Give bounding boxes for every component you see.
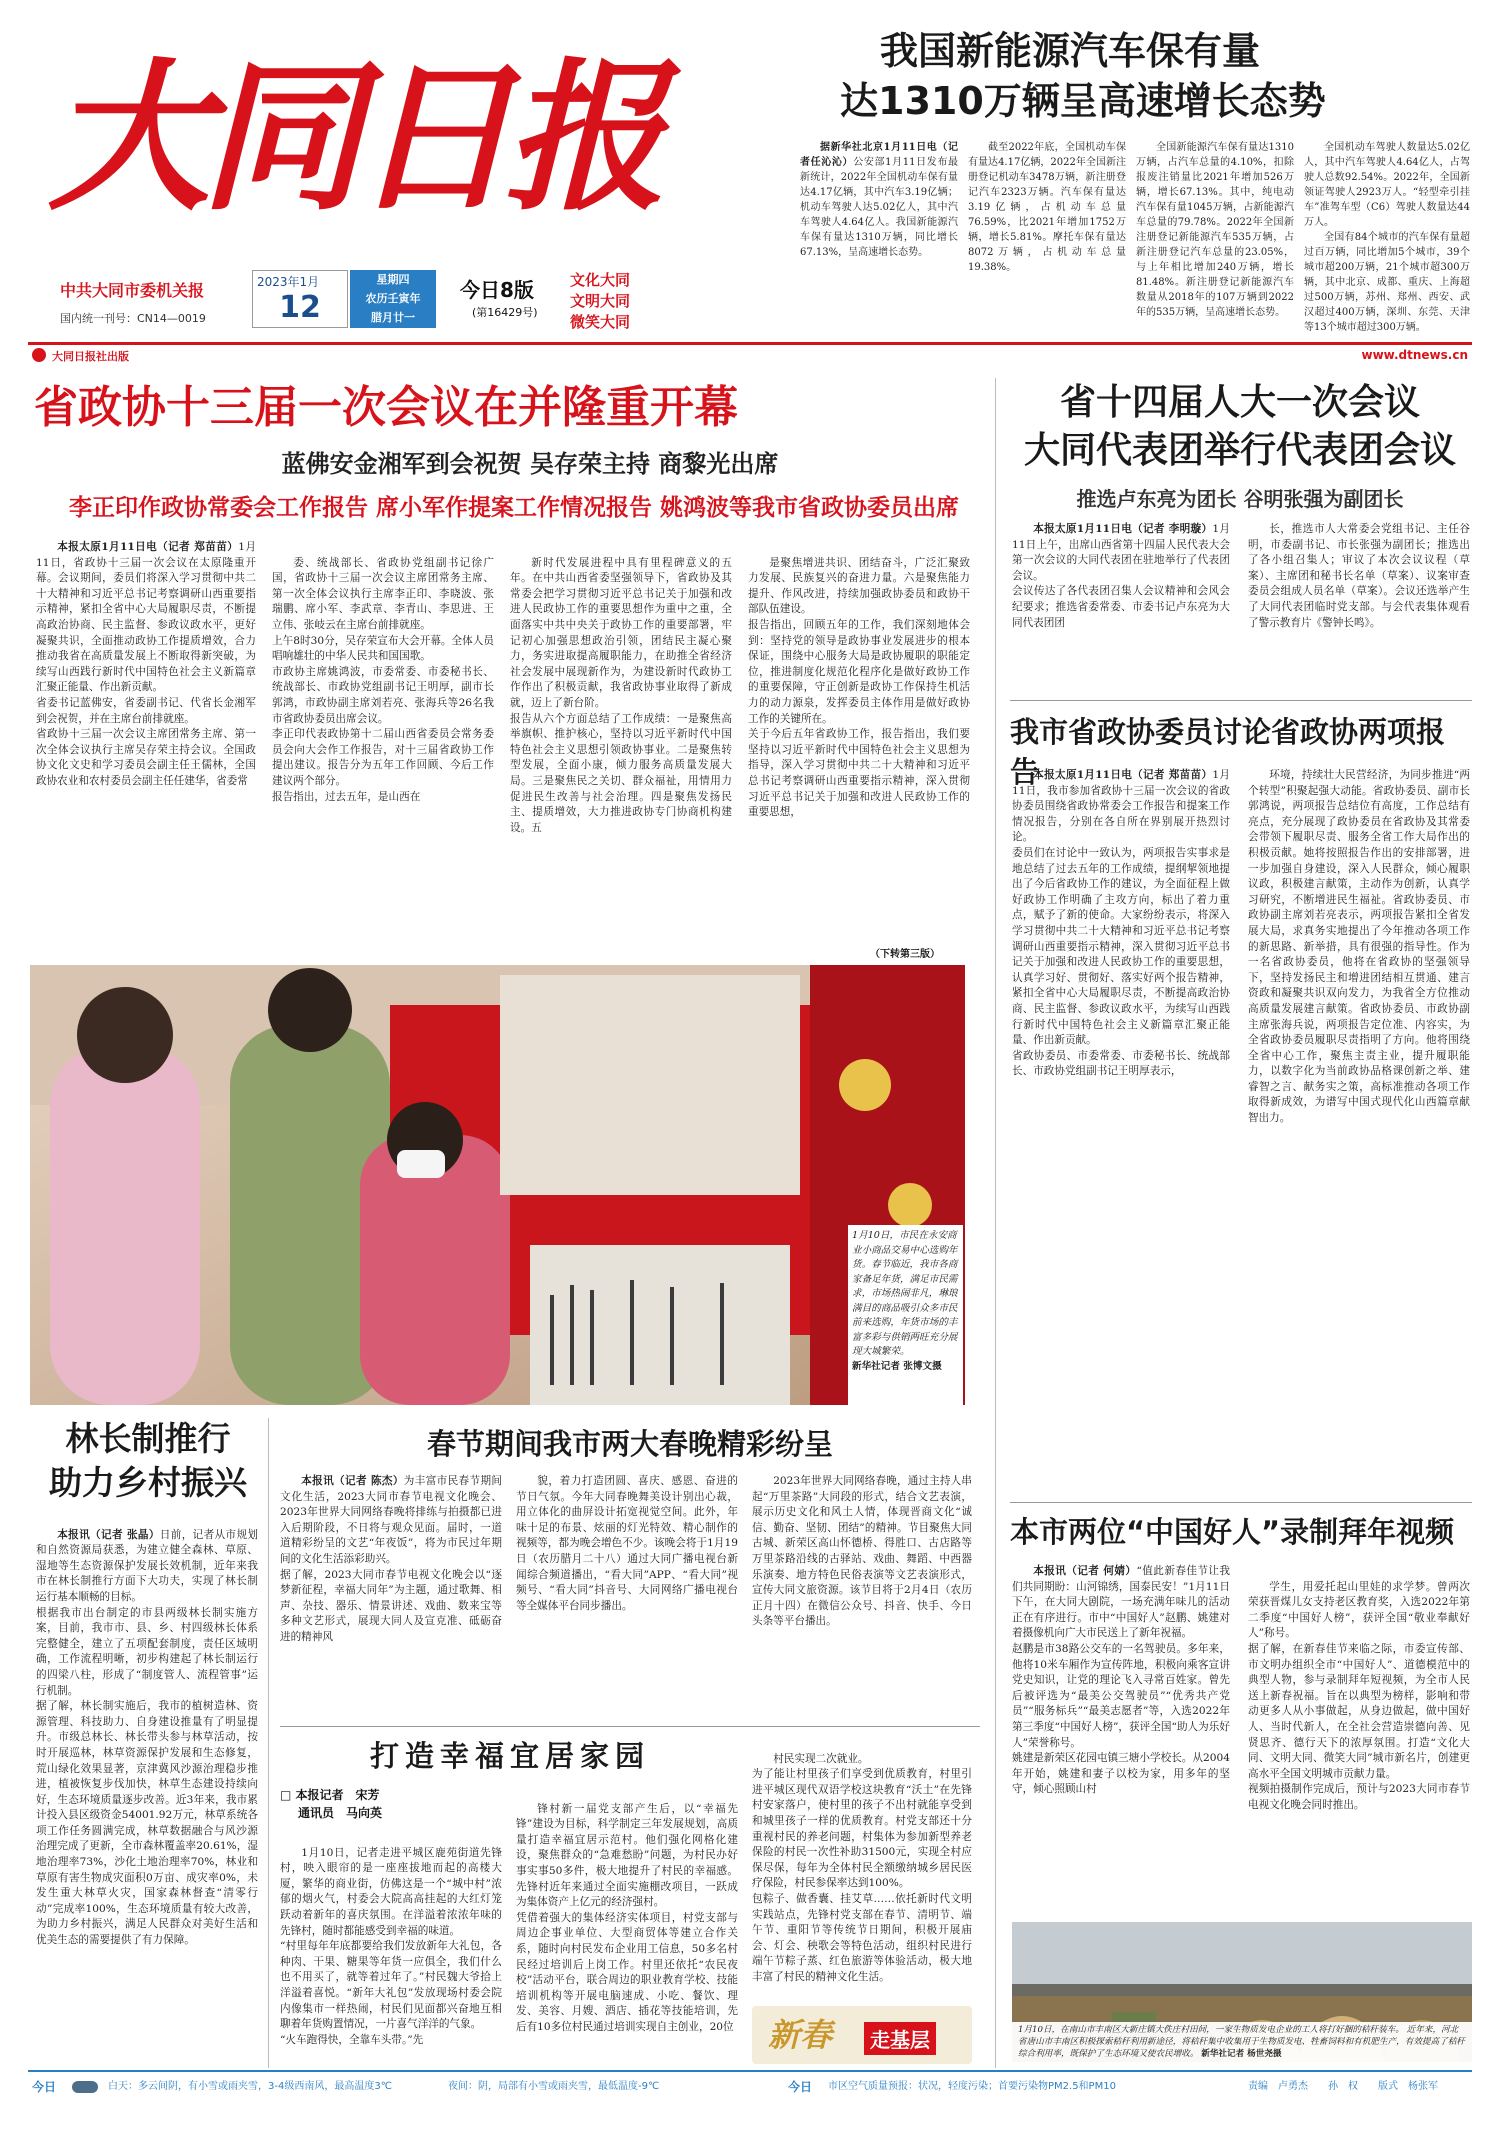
happy-title: 打造幸福宜居家园 <box>369 1739 650 1773</box>
top-story-p4: 全国机动车驾驶人数量达5.02亿人，其中汽车驾驶人4.64亿人，占驾驶人总数92.54%。2022年，全国新领证驾驶人2923万人。“轻型牵引挂车”准驾车型（C6）驾驶人数量达44万人。 <box>1304 142 1470 228</box>
market-photo <box>30 965 965 1405</box>
cppcc-col-4 <box>748 540 970 945</box>
happy-col-1 <box>280 1830 502 2065</box>
divider-npc <box>1010 700 1472 701</box>
top-story-reporter: （记者任沁沁） <box>800 142 958 168</box>
happy-col-2 <box>516 1786 738 2065</box>
mottos <box>570 270 630 333</box>
top-story-p3: 全国新能源汽车保有量达1310万辆，占汽车总量的4.10%，扣除报废注销量比2021年增加526万辆，增长67.13%。其中，纯电动汽车保有量1045万辆，占新能源汽车总量的79.78%。2022年全国新注册登记新能源汽车535万辆，占新注册登记汽车总量的23.05%，与上年相比增加240万辆，增长81.48%。新注册登记新能源汽车数量从2018年的107万辆到2022年的535万辆，呈高速增长态势。 <box>1136 142 1294 318</box>
footer-weather-night: 夜间：阴，局部有小雪或雨夹雪，最低温度-9℃ <box>448 2081 660 2092</box>
npc-col-2 <box>1248 522 1470 702</box>
cppcc-text-3: 新时代发展进程中具有里程碑意义的五年。在中共山西省委坚强领导下，省政协及其常委会把学习贯彻习近平总书记关于加强和改进人民政协工作的重要思想作为重中之重，全面落实中共中央关于政协工作的重要部署，牢记初心加强思想政治引领，团结民主凝心聚力，务实进取提高履职能力，在助推全省经济社会发展中展现新作为，为建设新时代政协工作作出了积极贡献，我省政协事业取得了新成就，迈上了新台阶。 报告从六个方面总结了工作成绩：一是聚焦高举旗帜、推护核心，坚持以习近平新时代中国特色社会主义思想引领政协事业。二是聚焦转型发展，全面小康，倾力服务高质量发展大局。三是聚焦民之关切、群众福祉，用情用力促进民生改善与社会治理。四是聚焦发扬民主、提质增效，大力推进政协专门协商机构建设。五 <box>510 556 732 834</box>
happy-text-3: 村民实现二次就业。 为了能让村里孩子们享受到优质教育，村里引进平城区现代双语学校这块教育“沃土”在先锋村安家落户，使村里的孩子不出村就能享受到和城里孩子一样的优质教育。村党支部还十分重视村民的养老问题，村集体为参加新型养老保险的村民一次性补助31500元，实现全村应保尽保，每年为全体村民全额缴纳城乡居民医疗保险，村民参保率达到100%。 包粽子、做香囊、挂艾草……依托新时代文明实践站点，先锋村党支部在春节、清明节、端午节、重阳节等传统节日期间，积极开展庙会、灯会、秧歌会等特色活动，组织村民进行端午节粽子蒸、红色旅游等体验活动，极大地丰富了村民的精神文化生活。 <box>752 1752 972 1983</box>
gala-text-3: 2023年世界大同网络春晚，通过主持人串起“万里茶路”大同段的形式，结合文艺表演，展示历史文化和风土人情，体现晋商文化“诚信、勤奋、坚韧、团结”的精神。节目聚焦大同古城、新荣区高山怀德桥、得胜口、古店路等万里茶路沿线的古驿站、戏曲、舞蹈、中西器乐演奏、地方特色民俗表演等文艺表演形式，宣传大同文旅资源。该节目将于2月4日（农历正月十四）在微信公众号、抖音、快手、今日头条等平台播出。 <box>752 1475 972 1628</box>
gala-col-3 <box>752 1474 972 1719</box>
footer-air: 市区空气质量预报：状况，轻度污染；首要污染物PM2.5和PM10 <box>828 2081 1116 2092</box>
cloud-icon <box>72 2081 98 2093</box>
top-story-title-2: 达1310万辆呈高速增长态势 <box>840 79 1326 123</box>
npc-dateline: 本报太原1月11日电 <box>1033 523 1133 535</box>
cppcc-subtitle-1: 蓝佛安金湘军到会祝贺 吴存荣主持 商黎光出席 <box>281 450 779 478</box>
forest-text: 日前，记者从市规划和自然资源局获悉，为建立健全森林、草原、湿地等生态资源保护发展长效机制，近年来我市在林长制推行方面下大功夫，实现了林长制运行基本顺畅的目标。 根据我市出台制定的市县两级林长制实施方案，目前，我市市、县、乡、村四级林长体系完整健全，建立了五项配套制度，责任区域明确，工作流程明晰，初步构建起了林长制运行的四梁八柱，形成了“制度管人、流程管事”运行机制。 据了解，林长制实施后，我市的植树造林、资源管理、科技助力、自身建设推量有了明显提升。市级总林长、林长带头参与林草活动，按时开展巡林，林草资源保护发展和生态修复，荒山绿化效果显著，京津冀风沙源治理稳步推进，植被恢复步伐加快，林草生态建设持续向好，生态环境质量逐步改善。近3年来，我市累计投入县区级资金54001.92万元，林草系统各项工作任务圆满完成，林草数据融合与风沙源治理完成了更新，全市森林覆盖率20.61%，湿地治理率73%，沙化土地治理率70%，林业和草原有害生物成灾面积0万亩、成灾率0%，未发生重大林草火灾，国家森林督查“清零行动”完成率100%，生态环境质量有较大改善，为助力乡村振兴，满足人民群众对美好生活和优美生态的需要提供了有力保障。 <box>36 1528 258 1947</box>
cppcc-subtitle-2: 李正印作政协常委会工作报告 席小军作提案工作情况报告 姚鸿波等我市省政协委员出席 <box>68 495 959 521</box>
lunar-day: 腊月廿一 <box>371 311 415 324</box>
discuss-dateline: 本报太原1月11日电 <box>1033 769 1133 781</box>
footer-weather-label: 今日 <box>32 2080 57 2094</box>
straw-photo <box>1012 1922 1472 2062</box>
footer-editor-label: 责编 <box>1248 2081 1268 2092</box>
weekday: 星期四 <box>376 273 410 286</box>
lunar-year: 农历壬寅年 <box>365 292 421 305</box>
npc-reporter: （记者 李明璇） <box>1132 523 1213 535</box>
cppcc-col-1 <box>36 540 256 960</box>
forest-title-1: 林长制推行 <box>65 1419 231 1458</box>
cppcc-col-3 <box>510 540 732 960</box>
market-photo-credit: 新华社记者 张博文摄 <box>852 1360 942 1372</box>
gala-text-1: 为丰富市民春节期间文化生活，2023大同市春节电视文化晚会、2023年世界大同网络春晚将排练与拍摄都已进入后期阶段，不日将与观众见面。届时，一道道精彩纷呈的文艺“年夜饭”，将为市民过年期间的文化生活添彩助兴。 据了解，2023大同市春节电视文化晚会以“逐梦新征程，幸福大同年”为主题，通过歌舞、相声、杂技、器乐、情景讲述、戏曲、数来宝等多种文艺形式，展现大同人及宣克准、砥砺奋进的精神风 <box>280 1475 502 1643</box>
footer-weather-day: 白天：多云间阴，有小雪或雨夹雪，3-4级西南风，最高温度3℃ <box>108 2081 392 2092</box>
goodman-col-2 <box>1248 1564 1470 1914</box>
happy-col-3 <box>752 1736 972 1998</box>
footer <box>28 2076 1472 2098</box>
discuss-text-2: 环境，持续壮大民营经济，为同步推进“两个转型”积聚起强大动能。省政协委员、副市长郭鸿说，两项报告总结位有高度，工作总结有亮点，充分展现了政协委员在省政协及其常委会带领下履职尽责、服务全省工作大局作出的积极贡献。她将按照报告作出的安排部署，进一步加强自身建设，深入人民群众，倾心履职议政，积极建言献策，主动作为创新，认真学习研究，不断增进民生福祉。省政协委员、市政协副主席刘若亮表示，两项报告紧扣全省发展大局，求真务实地提出了今年推动各项工作的新思路、新举措，具有很强的指导性。作为一名省政协委员，他将在省政协的坚强领导下，坚持发扬民主和增进团结相互贯通、建言资政和凝聚共识双向发力，为我省全方位推动高质量发展建言献策。省政协委员、市政协副主席张海兵说，两项报告定位准、内容实，为全省政协委员履职尽责指明了方向。他将围绕全省中心工作，聚焦主责主业，提升履职能力，以数字化为当前政协品格课创新之举、建睿智之言、献务实之策，高标准推动各项工作取得新成效，为谱写中国式现代化山西篇章献智出力。 <box>1248 769 1470 1125</box>
discuss-col-2 <box>1248 768 1470 1496</box>
top-story-p1: 公安部1月11日发布最新统计，2022年全国机动车保有量达4.17亿辆，其中汽车3.19亿辆；机动车驾驶人达5.02亿人，其中汽车驾驶人4.64亿人。我国新能源汽车保有量达1310万辆，同比增长67.13%，呈高速增长态势。 <box>800 157 958 258</box>
goodman-text-1: “值此新春佳节让我们共同期盼：山河锦绣，国泰民安！”1月11日下午，在大同大剧院，一场充满年味儿的活动正在有序进行。市中“中国好人”赵鹏、姚建对着摄像机向广大市民送上了新年祝福。 赵鹏是市38路公交车的一名驾驶员。多年来，他将10米车厢作为宣传阵地，积极向乘客宣讲党史知识，让党的理论飞入寻常百姓家。曾先后被评选为“最美公交驾驶员”“优秀共产党员”“服务标兵”“最美志愿者”等，入选2022年第三季度“中国好人榜”，获评全国“助人为乐好人”荣誉称号。 姚建是新荣区花园屯镇三塘小学校长。从2004年开始，姚建和妻子以校为家，用多年的坚守，倾心照顾山村 <box>1012 1565 1230 1796</box>
npc-subtitle: 推选卢东亮为团长 谷明张强为副团长 <box>1076 487 1404 511</box>
straw-caption-credit: 新华社记者 杨世尧摄 <box>1201 2049 1282 2059</box>
gala-title: 春节期间我市两大春晚精彩纷呈 <box>426 1427 833 1461</box>
discuss-reporter: （记者 郑苗苗） <box>1132 769 1213 781</box>
top-story-col-4 <box>1304 140 1470 338</box>
happy-tag <box>752 2006 972 2064</box>
cppcc-title: 省政协十三届一次会议在并隆重开幕 <box>34 382 738 433</box>
discuss-col-1 <box>1012 768 1230 1496</box>
masthead-title: 大同日报 <box>48 43 656 233</box>
motto-culture: 文化大同 <box>570 271 631 289</box>
divider-vertical-main <box>995 378 996 2068</box>
cppcc-text-4: 是聚焦增进共识、团结奋斗，广泛汇聚致力发展、民族复兴的奋进力量。六是聚焦能力提升、作风改进，持续加强政协委员和政协干部队伍建设。 报告指出，回顾五年的工作，我们深刻地体会到：坚持党的领导是政协事业发展进步的根本保证，围绕中心服务大局是政协履职的职能定位，推进制度化规范化程序化是做好政协工作的重要保障，守正创新是政协工作保持生机活力的动力源泉，发挥委员主体作用是做好政协工作的关键所在。 关于今后五年省政协工作，报告指出，我们要坚持以习近平新时代中国特色社会主义思想为指导，深入学习贯彻中共二十大精神和习近平总书记考察调研山西重要指示精神，深入贯彻习近平总书记关于加强和改进人民政协工作的重要思想， <box>748 556 970 819</box>
happy-byline-reporter: □ 本报记者 宋芳 <box>280 1788 380 1802</box>
happy-tag-main: 新春 <box>768 2016 833 2054</box>
goodman-reporter: （记者 何婧） <box>1066 1565 1137 1577</box>
footer-layout-label: 版式 <box>1378 2081 1398 2092</box>
forest-col <box>36 1512 258 2062</box>
straw-caption-2: 近年来，河北省唐山市丰南区积极探索秸秆利用新途径，将秸秆集中收集用于生物质发电、牲畜饲料和有机肥生产，有效提高了秸秆综合利用率，既保护了生态环境又使农民增收。 <box>1018 2025 1465 2059</box>
happy-text-1: 1月10日，记者走进平城区鹿苑街道先锋村，映入眼帘的是一座座拔地而起的高楼大厦，繁华的商业街，仿佛这是一个“城中村”浓郁的烟火气，村委会大院高高挂起的大红灯笼跃动着新年的喜庆氛围。在洋溢着浓浓年味的先锋村，随时都能感受到幸福的味道。 “村里每年年底都要给我们发放新年大礼包，各种肉、干果、糖果等年货一应俱全，我们什么也不用买了，就等着过年了。”村民魏大爷拾上洋溢着喜悦。“新年大礼包”发放现场村委会院内像集市一样热闹，村民们见面都兴奋地互相聊着年货购置情况，一片喜气洋洋的气象。 “火车跑得快，全靠车头带。”先 <box>280 1846 502 2046</box>
straw-photo-caption-text <box>1012 2022 1472 2062</box>
forest-title-2: 助力乡村振兴 <box>49 1463 247 1502</box>
masthead-slogan: 中共大同市委机关报 <box>60 281 205 300</box>
npc-col-1 <box>1012 522 1230 702</box>
cppcc-text-2: 委、统战部长、省政协党组副书记徐广国，省政协十三届一次会议主席团常务主席、第一次全体会议执行主席李正印、李晓波、张瑞鹏、席小军、李武章、李青山、李思进、王立伟、张岐云在主席台前排就座。 上午8时30分，吴存荣宣布大会开幕。全体人员唱响雄壮的中华人民共和国国歌。 市政协主席姚鸿波，市委常委、市委秘书长、统战部长、市政协党组副书记王明厚，副市长郭鸿，市政协副主席刘若亮、张海兵等26名我市省政协委员出席会议。 李正印代表政协第十二届山西省委员会常务委员会向大会作工作报告，对十三届省政协工作提出建议。报告分为五年工作回顾、今后工作建议两个部分。 报告指出，过去五年，是山西在 <box>272 556 494 803</box>
weekday-box <box>350 270 436 328</box>
gala-dateline: 本报讯 <box>301 1475 335 1487</box>
top-story-col-2 <box>968 140 1126 338</box>
straw-caption-1: 1月10日，在南山市丰南区大新庄镇大佚庄村田间，一家生物质发电企业的工人将打好捆的秸秆装车。 <box>1018 2025 1404 2035</box>
npc-text-1: 1月11日上午，出席山西省第十四届人民代表大会第一次会议的大同代表团在驻地举行了代表团会议。 会议传达了各代表团召集人会议精神和会风会纪要求；推选省委常委、市委书记卢东亮为大同代表团团 <box>1012 523 1230 629</box>
cppcc-dateline: 本报太原1月11日电 <box>57 541 158 553</box>
discuss-title: 我市省政协委员讨论省政协两项报告 <box>1010 715 1446 789</box>
divider-discuss <box>1010 1502 1472 1503</box>
top-story-col-1 <box>800 140 958 338</box>
cppcc-reporter: （记者 郑苗苗） <box>157 541 239 553</box>
date-day: 12 <box>279 290 321 325</box>
top-story-p5: 全国有84个城市的汽车保有量超过百万辆，同比增加5个城市，39个城市超200万辆，21个城市超300万辆，其中北京、成都、重庆、上海超过500万辆，苏州、郑州、西安、武汉超过400万辆，深圳、东莞、天津等13个城市超过300万辆。 <box>1304 232 1470 333</box>
divider-gala <box>280 1726 980 1727</box>
top-story-title-1: 我国新能源汽车保有量 <box>880 29 1261 73</box>
cppcc-text-1: 1月11日，省政协十三届一次会议在太原隆重开幕。会议期间，委员们将深入学习贯彻中共二十大精神和习近平总书记考察调研山西重要指示精神，紧扣全省中心大局履职尽责，不断提高政治协商、民主监督、参政议政水平，更好凝聚共识，全面推动政协工作提质增效，合力推动我省在高质量发展上不断取得新突破，为续写山西践行新时代中国特色社会主义新篇章汇聚正能量、作出新贡献。 省委书记蓝佛安，省委副书记、代省长金湘军到会祝贺，并在主席台前排就座。 省政协十三届一次会议主席团常务主席、第一次全体会议执行主席吴存荣主持会议。全国政协文化文史和学习委员会副主任王儒林，全国政协农业和农村委员会副主任任建华，省委常 <box>36 541 256 787</box>
goodman-title: 本市两位“中国好人”录制拜年视频 <box>1010 1515 1455 1549</box>
forest-dateline: 本报讯 <box>57 1528 91 1541</box>
gala-col-2 <box>516 1474 738 1719</box>
market-photo-image <box>30 965 965 1405</box>
gala-reporter: （记者 陈杰） <box>334 1475 404 1487</box>
npc-text-2: 长，推选市人大常委会党组书记、主任谷明，市委副书记、市长张强为副团长；推选出了各小组召集人；审议了本次会议议程（草案）、主席团和秘书长名单（草案）、议案审查委员会组成人员名单（草案）。会议还选举产生了大同代表团临时党支部。与会代表集体观看了警示教育片《警钟长鸣》。 <box>1248 523 1470 629</box>
top-story-col-3 <box>1136 140 1294 338</box>
footer-layout: 杨张军 <box>1408 2081 1438 2092</box>
discuss-text-1: 1月11日，我市参加省政协十三届一次会议的省政协委员围绕省政协常委会工作报告和提案工作情况报告，分别在各自所在界别展开热烈讨论。 委员们在讨论中一致认为，两项报告实事求是地总结了过去五年的工作成绩，提纲挈领地提出了今后省政协工作的建议，为全面征程上做好政协工作明确了主攻方向，标出了着力重点，赋予了新的使命。大家纷纷表示，将深入学习贯彻中共二十大精神和习近平总书记考察调研山西重要指示精神，深入贯彻习近平总书记关于加强和改进人民政协工作的重要思想，认真学习好、贯彻好、落实好两个报告精神，紧扣全省中心大局履职尽责，不断提高政治协商、民主监督、参政议政水平，为续写山西践行新时代中国特色社会主义新篇章汇聚正能量、作出新贡献。 省政协委员、市委常委、市委秘书长、统战部长、市政协党组副书记王明厚表示， <box>1012 769 1230 1078</box>
happy-text-2: 锋村新一届党支部产生后，以“幸福先锋”建设为目标，科学制定三年发展规划，高质量打造幸福宜居示范村。他们强化网格化建设，聚焦群众的“急难愁盼”问题，为村民办好事实事50多件，极大地提升了村民的幸福感。先锋村近年来通过全面实施棚改项目，一跃成为集体资产上亿元的经济强村。 凭借着强大的集体经济实体项目，村党支部与周边企事业单位、大型商贸体等建立合作关系，随时向村民发布企业用工信息，50多名村民经过培训后上岗工作。村里还依托“农民夜校”活动平台，联合周边的职业教育学校、技能培训机构等开展电脑速成、小吃、餐饮、理发、美容、月嫂、酒店、插花等技能培训，先后有10多位村民通过培训实现自主创业，20位 <box>516 1802 738 2033</box>
goodman-dateline: 本报讯 <box>1033 1565 1067 1577</box>
footer-editor: 卢勇杰 <box>1278 2081 1308 2092</box>
market-photo-caption: 1月10日，市民在永安商业小商品交易中心选购年货。春节临近，我市各商家备足年货，满足市民需求，市场热闹非凡，琳琅满目的商品吸引众多市民前来选购，年货市场的丰富多彩与供销两旺充分展现大城繁荣。 <box>852 1230 958 1357</box>
happy-byline <box>280 1786 502 1822</box>
cppcc-col-2 <box>272 540 494 960</box>
top-story <box>800 28 1475 338</box>
publisher-logo-icon <box>32 348 46 362</box>
market-photo-caption-box <box>848 1225 963 1405</box>
happy-byline-correspondent: 通讯员 马向英 <box>298 1806 383 1820</box>
footer-proofreader: 孙 权 <box>1328 2081 1358 2092</box>
motto-smile: 微笑大同 <box>570 313 631 331</box>
npc-title-1: 省十四届人大一次会议 <box>1059 382 1420 423</box>
masthead-cn-number: 国内统一刊号：CN14—0019 <box>60 312 206 325</box>
issue-number: (第16429号) <box>472 306 538 319</box>
publisher: 大同日报社出版 <box>52 350 129 363</box>
divider-forest <box>268 1418 269 2068</box>
gala-text-2: 貌，着力打造团圆、喜庆、感恩、奋进的节日气氛。今年大同春晚舞美设计别出心裁，用立体化的曲屏设计拓宽视觉空间。此外，年味十足的布景、炫丽的灯光特效、精心制作的视频等，都为晚会增色不少。该晚会将于1月19日（农历腊月二十八）通过大同广播电视台新闻综合频道播出，“看大同”APP、“看大同”视频号、“看大同”抖音号、大同网络广播电视台等全媒体平台同步播出。 <box>516 1475 738 1612</box>
gala-col-1 <box>280 1474 502 1719</box>
pages-count: 今日8版 <box>460 278 534 302</box>
motto-civil: 文明大同 <box>570 292 631 310</box>
goodman-col-1 <box>1012 1564 1230 1914</box>
cppcc-continued: （下转第三版） <box>870 949 940 960</box>
website-link[interactable]: www.dtnews.cn <box>1361 348 1468 362</box>
footer-air-label: 今日 <box>788 2080 813 2094</box>
goodman-text-2: 学生，用爱托起山里娃的求学梦。曾两次荣获晋煤儿女支持老区教育奖，入选2022年第二季度“中国好人榜”，获评全国“敬业奉献好人”称号。 据了解，在新春佳节来临之际，市委宣传部、市文明办组织全市“中国好人”、道德模范中的典型人物，参与录制拜年短视频，为全市人民送上新春祝福。旨在以典型为榜样，影响和带动更多人从小事做起，从身边做起，做中国好人、当时代新人，在全社会营造崇德向善、见贤思齐、德行天下的浓厚氛围。打造“文化大同、文明大同、微笑大同”城市新名片，创建更高水平全国文明城市贡献力量。 视频拍摄制作完成后，预计与2023大同市春节电视文化晚会同时推出。 <box>1248 1580 1470 1811</box>
happy-tag-sub: 走基层 <box>864 2022 936 2055</box>
masthead-band <box>28 342 1472 362</box>
top-story-lead: 据新华社北京1月11日电 <box>820 142 938 153</box>
footer-rule <box>28 2070 1472 2072</box>
masthead <box>30 18 830 363</box>
forest-reporter: （记者 张晶） <box>90 1528 160 1541</box>
date-line: 2023年1月 <box>257 275 320 289</box>
top-story-p2: 截至2022年底，全国机动车保有量达4.17亿辆，2022年全国新注册登记机动车3478万辆，新注册登记汽车2323万辆。汽车保有量达3.19亿辆，占机动车总量76.59%，比2021年增加1752万辆，增长5.81%。摩托车保有量达8072万辆，占机动车总量19.38%。 <box>968 142 1126 273</box>
date-box <box>252 270 348 328</box>
npc-title-2: 大同代表团举行代表团会议 <box>1023 430 1456 471</box>
